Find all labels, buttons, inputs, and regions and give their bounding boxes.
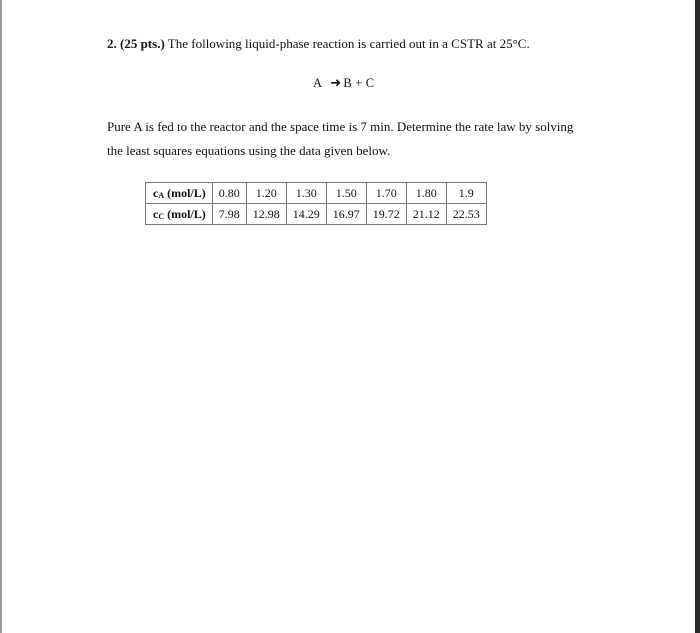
table-cell: 7.98: [212, 204, 246, 225]
table-cell: 12.98: [246, 204, 286, 225]
problem-heading: [107, 36, 530, 52]
table-cell: 1.20: [246, 183, 286, 204]
table-cell: 1.70: [366, 183, 406, 204]
left-page-edge: [0, 0, 2, 633]
paragraph-line-2: the least squares equations using the data given below.: [107, 143, 391, 158]
table-cell: 14.29: [286, 204, 326, 225]
table-cell: 1.80: [406, 183, 446, 204]
table-row-cc: [146, 204, 487, 225]
reactant: A: [313, 76, 323, 90]
table-cell: 1.9: [446, 183, 486, 204]
paragraph-line-1: Pure A is fed to the reactor and the space time is 7 min. Determine the rate law by solving: [107, 119, 574, 134]
table-cell: 19.72: [366, 204, 406, 225]
reaction-equation: [313, 76, 374, 92]
row-header-cc: cC (mol/L): [146, 204, 213, 225]
row-header-ca: cA (mol/L): [146, 183, 213, 204]
products: B + C: [343, 76, 375, 90]
table-cell: 21.12: [406, 204, 446, 225]
data-table: [145, 182, 487, 225]
table-cell: 16.97: [326, 204, 366, 225]
table-cell: 1.50: [326, 183, 366, 204]
right-page-edge: [695, 0, 700, 633]
problem-statement: The following liquid-phase reaction is carried out in a CSTR at 25°C.: [164, 36, 530, 51]
table-row-ca: [146, 183, 487, 204]
table-cell: 22.53: [446, 204, 486, 225]
problem-number: 2.: [107, 36, 117, 51]
problem-paragraph: [107, 115, 607, 163]
table-cell: 0.80: [212, 183, 246, 204]
table-cell: 1.30: [286, 183, 326, 204]
right-arrow-icon: ➜: [330, 76, 342, 91]
problem-points: (25 pts.): [120, 36, 165, 51]
